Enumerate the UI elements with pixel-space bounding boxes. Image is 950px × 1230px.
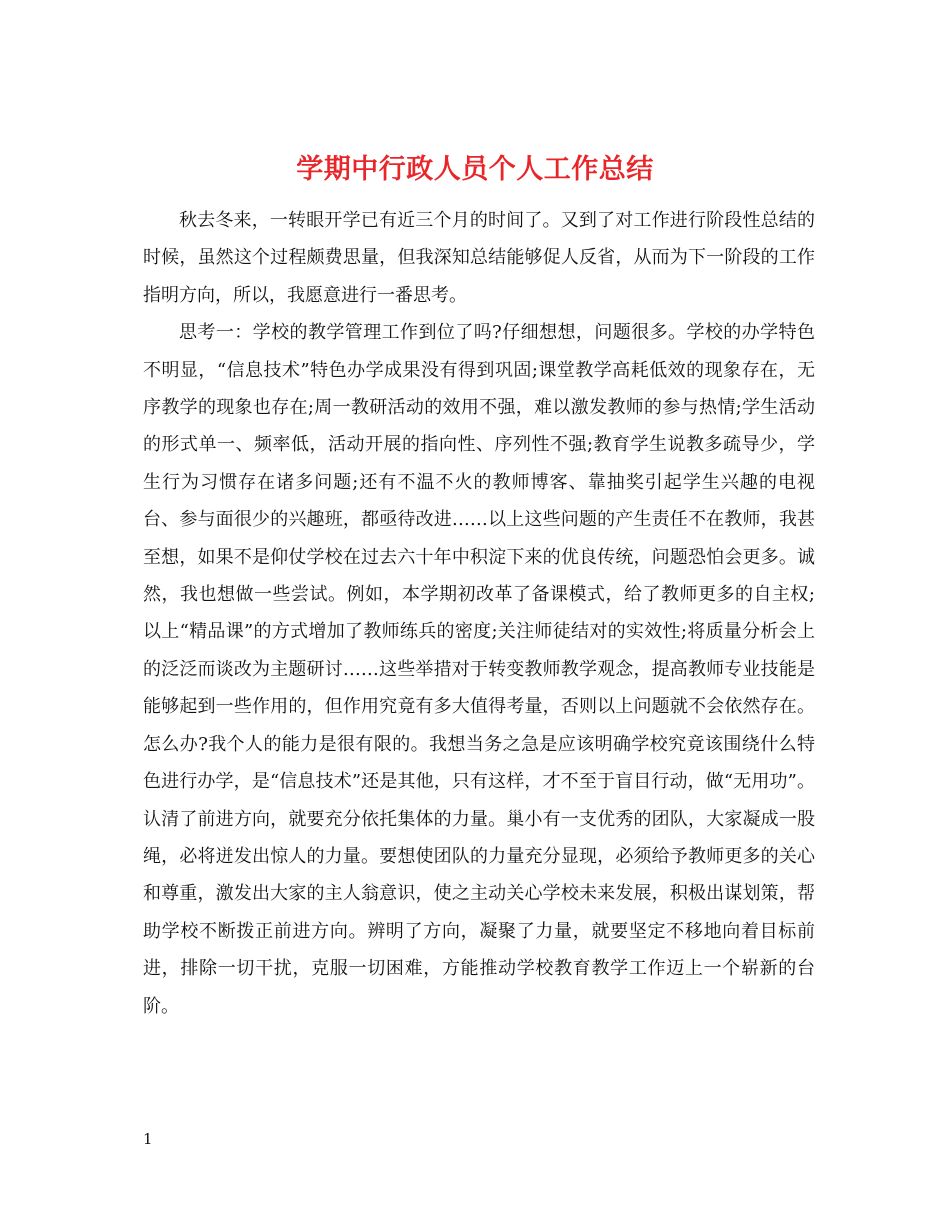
paragraph-reflection-one: 思考一：学校的教学管理工作到位了吗?仔细想想，问题很多。学校的办学特色不明显，“信息技术”特色办学成果没有得到巩固;课堂教学高耗低效的现象存在，无序教学的现象也存在;周一教研活动的效用不强，难以激发教师的参与热情;学生活动的形式单一、频率低，活动开展的指向性、序列性不强;教育学生说教多疏导少，学生行为习惯存在诸多问题;还有不温不火的教师博客、靠抽奖引起学生兴趣的电视台、参与面很少的兴趣班，都亟待改进……以上这些问题的产生责任不在教师，我甚至想，如果不是仰仗学校在过去六十年中积淀下来的优良传统，问题恐怕会更多。诚然，我也想做一些尝试。例如，本学期初改革了备课模式，给了教师更多的自主权;以上“精品课”的方式增加了教师练兵的密度;关注师徒结对的实效性;将质量分析会上的泛泛而谈改为主题研讨……这些举措对于转变教师教学观念，提高教师专业技能是能够起到一些作用的，但作用究竟有多大值得考量，否则以上问题就不会依然存在。怎么办?我个人的能力是很有限的。我想当务之急是应该明确学校究竟该围绕什么特色进行办学，是“信息技术”还是其他，只有这样，才不至于盲目行动，做“无用功”。认清了前进方向，就要充分依托集体的力量。巢小有一支优秀的团队，大家凝成一股绳，必将迸发出惊人的力量。要想使团队的力量充分显现，必须给予教师更多的关心和尊重，激发出大家的主人翁意识，使之主动关心学校未来发展，积极出谋划策，帮助学校不断拨正前进方向。辨明了方向，凝聚了力量，就要坚定不移地向着目标前进，排除一切干扰，克服一切困难，方能推动学校教育教学工作迈上一个崭新的台阶。 (143, 322, 815, 1017)
document-body (143, 202, 815, 1025)
document-title: 学期中行政人员个人工作总结 (296, 154, 654, 186)
paragraph-intro: 秋去冬来，一转眼开学已有近三个月的时间了。又到了对工作进行阶段性总结的时候，虽然这个过程颇费思量，但我深知总结能够促人反省，从而为下一阶段的工作指明方向，所以，我愿意进行一番思考。 (143, 210, 815, 306)
page-number: 1 (143, 1130, 153, 1148)
